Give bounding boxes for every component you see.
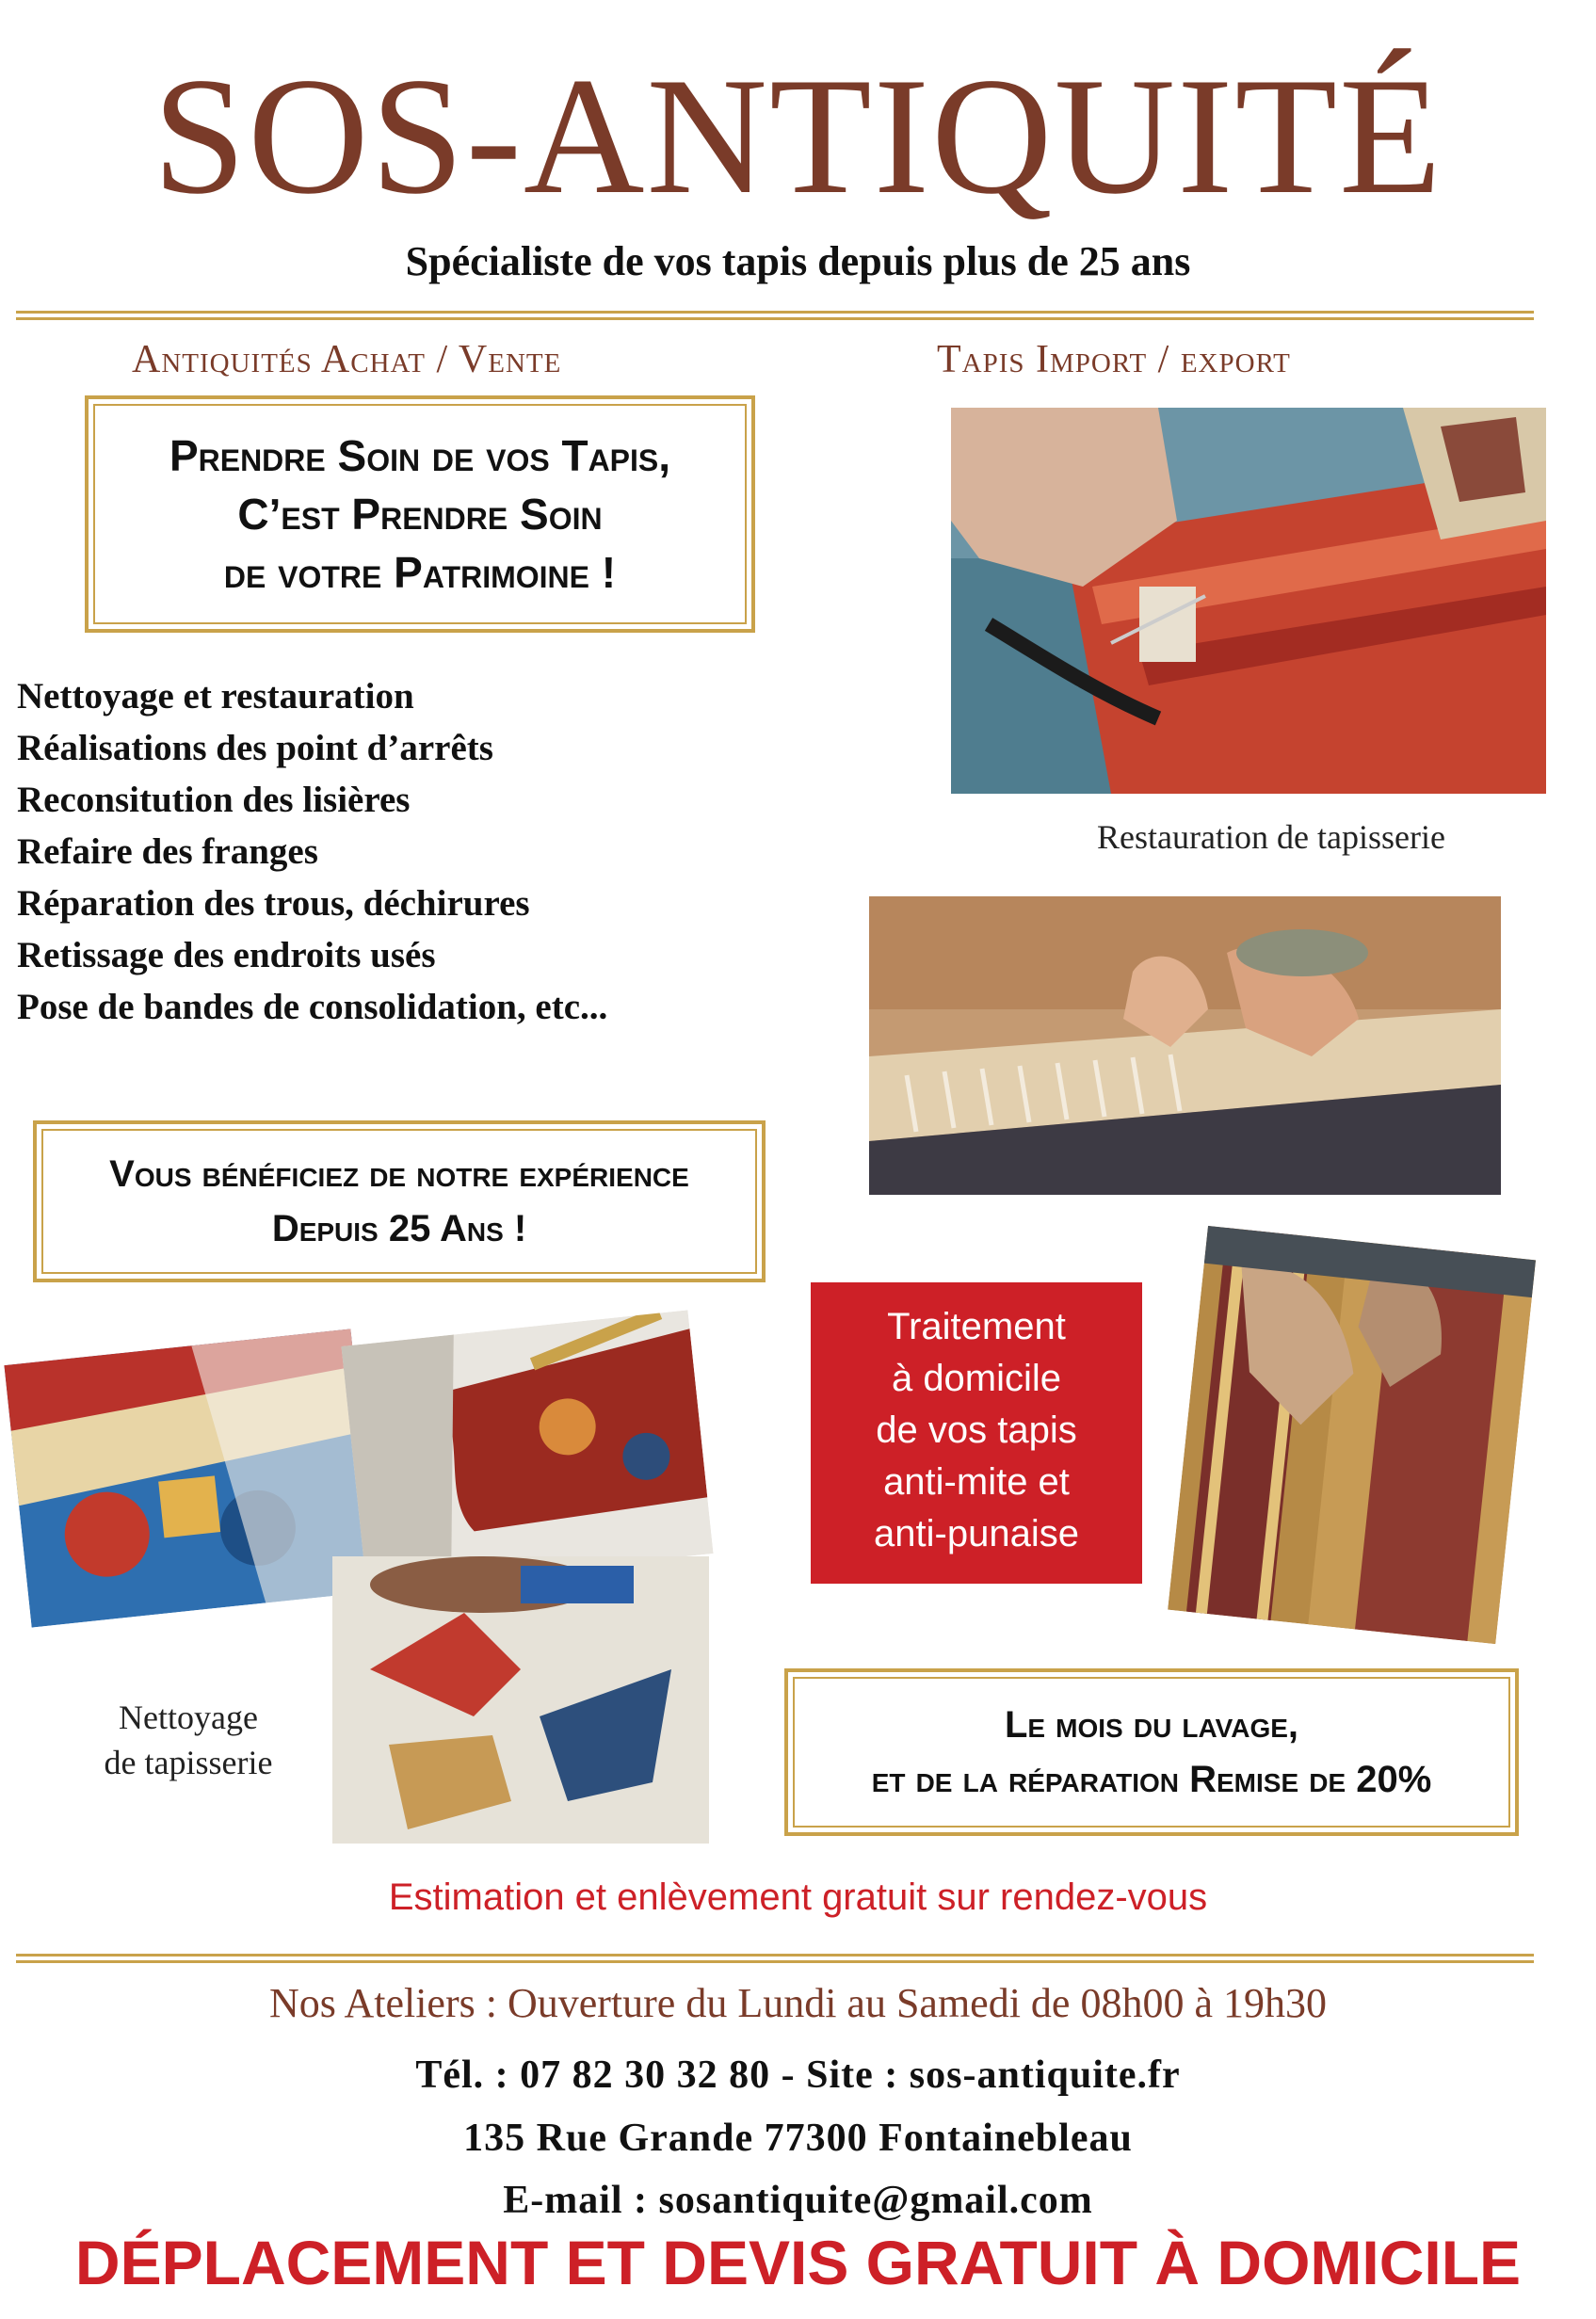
restauration-caption: Restauration de tapisserie [1097,818,1445,856]
motto-line-3: de votre Patrimoine ! [223,548,617,597]
list-item: Retissage des endroits usés [17,935,436,975]
experience-line-1: Vous bénéficiez de notre expérience [109,1153,689,1195]
nettoyage-caption-line-1: Nettoyage [119,1699,258,1736]
opening-hours: Nos Ateliers : Ouverture du Lundi au Samedi de 08h00 à 19h30 [268,1980,1327,2026]
left-section-heading: Antiquités Achat / Vente [132,338,562,381]
services-list [17,670,607,1033]
experience-line-2: Depuis 25 Ans ! [271,1208,527,1249]
motto-box [85,395,755,633]
free-quote-banner: DÉPLACEMENT ET DEVIS GRATUIT À DOMICILE [74,2228,1522,2297]
cleaning-photo-2 [341,1310,713,1589]
motto-line-2: C’est Prendre Soin [237,490,603,539]
promo-line-1: Le mois du lavage, [1004,1704,1299,1746]
fringe-repair-photo [869,896,1501,1195]
page-title: SOS-ANTIQUITÉ [153,42,1443,229]
list-item: Reconsitution des lisières [17,780,411,820]
motto-line-1: Prendre Soin de vos Tapis, [169,431,671,480]
list-item: Nettoyage et restauration [17,676,414,717]
treatment-line: de vos tapis [876,1409,1077,1451]
experience-box [33,1120,766,1282]
treatment-line: à domicile [891,1358,1062,1399]
cleaning-photo-1 [4,1329,378,1627]
promo-line-2: et de la réparation Remise de 20% [871,1759,1432,1800]
top-divider [16,311,1534,320]
list-item: Pose de bandes de consolidation, etc... [17,987,608,1027]
right-section-heading: Tapis Import / export [937,338,1291,381]
page-subtitle: Spécialiste de vos tapis depuis plus de 25 ans [405,238,1191,284]
list-item: Refaire des franges [17,831,318,872]
list-item: Réalisations des point d’arrêts [17,728,493,768]
email: E-mail : sosantiquite@gmail.com [503,2179,1093,2222]
cleaning-photo-3 [332,1556,709,1844]
nettoyage-caption-line-2: de tapisserie [104,1744,273,1781]
address: 135 Rue Grande 77300 Fontainebleau [463,2117,1133,2160]
bottom-divider [16,1954,1534,1963]
treatment-box [811,1282,1142,1584]
treatment-line: anti-mite et [883,1461,1070,1503]
nettoyage-caption [56,1695,320,1785]
treatment-line: anti-punaise [874,1513,1079,1554]
restoration-photo [951,408,1546,794]
phone-site: Tél. : 07 82 30 32 80 - Site : sos-antiquite.fr [415,2053,1181,2097]
list-item: Réparation des trous, déchirures [17,883,530,924]
rug-hands-photo [1167,1226,1555,1655]
treatment-line: Traitement [887,1306,1066,1347]
promo-box [784,1668,1519,1836]
estimation-note: Estimation et enlèvement gratuit sur rendez-vous [388,1876,1208,1918]
